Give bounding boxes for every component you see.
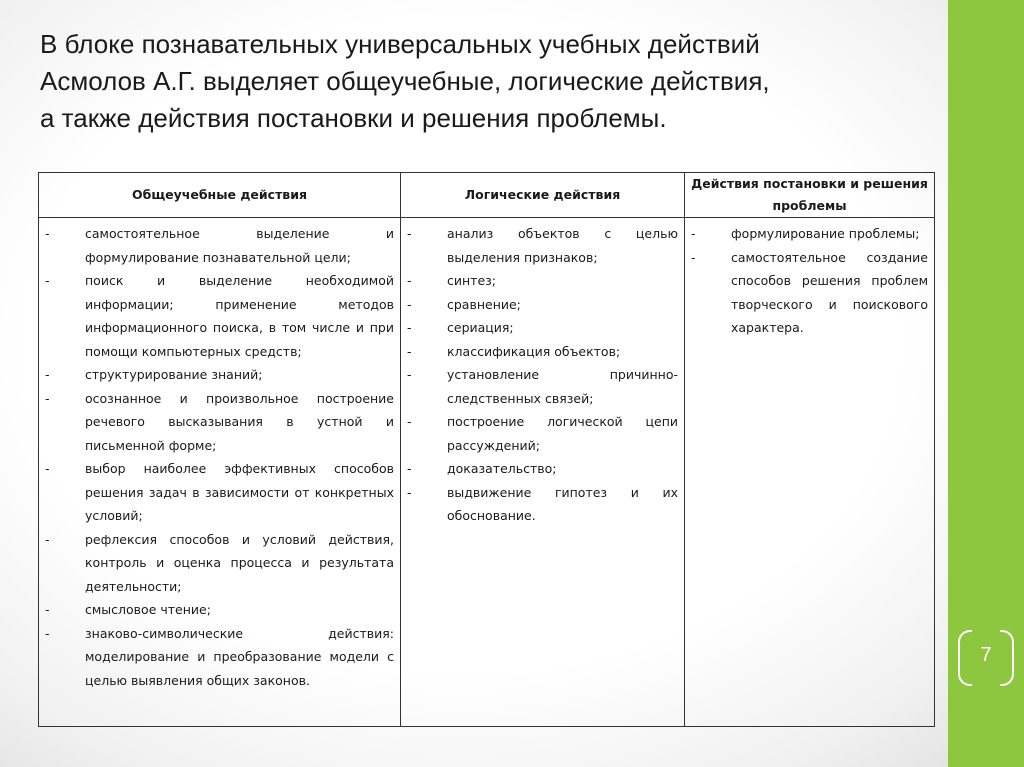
- list-item: - рефлексия способов и условий действия, контроль и оценка процесса и результата деятельности;: [43, 528, 394, 599]
- list-item: - формулирование проблемы;: [689, 222, 928, 246]
- heading-line: В блоке познавательных универсальных учебных действий: [40, 29, 760, 59]
- bullet: -: [407, 226, 412, 241]
- actions-table: [38, 172, 935, 727]
- bullet: -: [407, 273, 412, 288]
- bullet: -: [407, 320, 412, 335]
- bullet: -: [45, 461, 50, 476]
- table-header-row: [39, 173, 935, 218]
- list-item: - знаково-символические действия: моделирование и преобразование модели с целью выявления общих законов.: [43, 622, 394, 693]
- bullet: -: [45, 226, 50, 241]
- bullet: -: [407, 296, 412, 312]
- list-item: - доказательство;: [405, 457, 678, 481]
- header-logical-actions: Логические действия: [401, 173, 685, 218]
- bullet: -: [45, 602, 50, 617]
- bullet: -: [407, 484, 412, 500]
- column-logical-actions: [401, 218, 685, 727]
- list-item: - смысловое чтение;: [43, 598, 394, 622]
- heading-line: а также действия постановки и решения проблемы.: [40, 103, 667, 133]
- header-general-actions: Общеучебные действия: [39, 173, 401, 218]
- bullet: -: [407, 343, 412, 359]
- bullet: -: [45, 390, 50, 406]
- table-row: [39, 218, 935, 727]
- page-number-badge: [952, 630, 1020, 684]
- list-item: - синтез;: [405, 269, 678, 293]
- column-problem-actions: [685, 218, 935, 727]
- bullet: -: [407, 461, 412, 476]
- bullet: -: [691, 249, 696, 265]
- column-general-actions: [39, 218, 401, 727]
- list-item: - построение логической цепи рассуждений;: [405, 410, 678, 457]
- bullet: -: [45, 273, 50, 288]
- bullet: -: [407, 367, 412, 382]
- list-item: - классификация объектов;: [405, 340, 678, 364]
- slide-heading: [40, 26, 940, 137]
- heading-line: Асмолов А.Г. выделяет общеучебные, логические действия,: [40, 66, 770, 96]
- list-item: - поиск и выделение необходимой информации; применение методов информационного поиска, в том числе и при помощи компьютерных средств;: [43, 269, 394, 363]
- list-item: - выбор наиболее эффективных способов решения задач в зависимости от конкретных условий;: [43, 457, 394, 528]
- list-item: - выдвижение гипотез и их обоснование.: [405, 481, 678, 528]
- list-item: - осознанное и произвольное построение речевого высказывания в устной и письменной форме;: [43, 387, 394, 458]
- list-item: - самостоятельное выделение и формулирование познавательной цели;: [43, 222, 394, 269]
- list-item: - сериация;: [405, 316, 678, 340]
- bullet: -: [45, 625, 50, 641]
- list-item: - установление причинно-следственных связей;: [405, 363, 678, 410]
- bullet: -: [45, 367, 50, 382]
- list-item: - анализ объектов с целью выделения признаков;: [405, 222, 678, 269]
- page-number: 7: [980, 644, 992, 666]
- header-problem-actions: Действия постановки и решения проблемы: [685, 173, 935, 218]
- list-item: - сравнение;: [405, 293, 678, 317]
- bullet: -: [45, 531, 50, 547]
- list-item: - структурирование знаний;: [43, 363, 394, 387]
- bullet: -: [691, 226, 696, 241]
- list-item: - самостоятельное создание способов решения проблем творческого и поискового характера.: [689, 246, 928, 340]
- bullet: -: [407, 414, 412, 429]
